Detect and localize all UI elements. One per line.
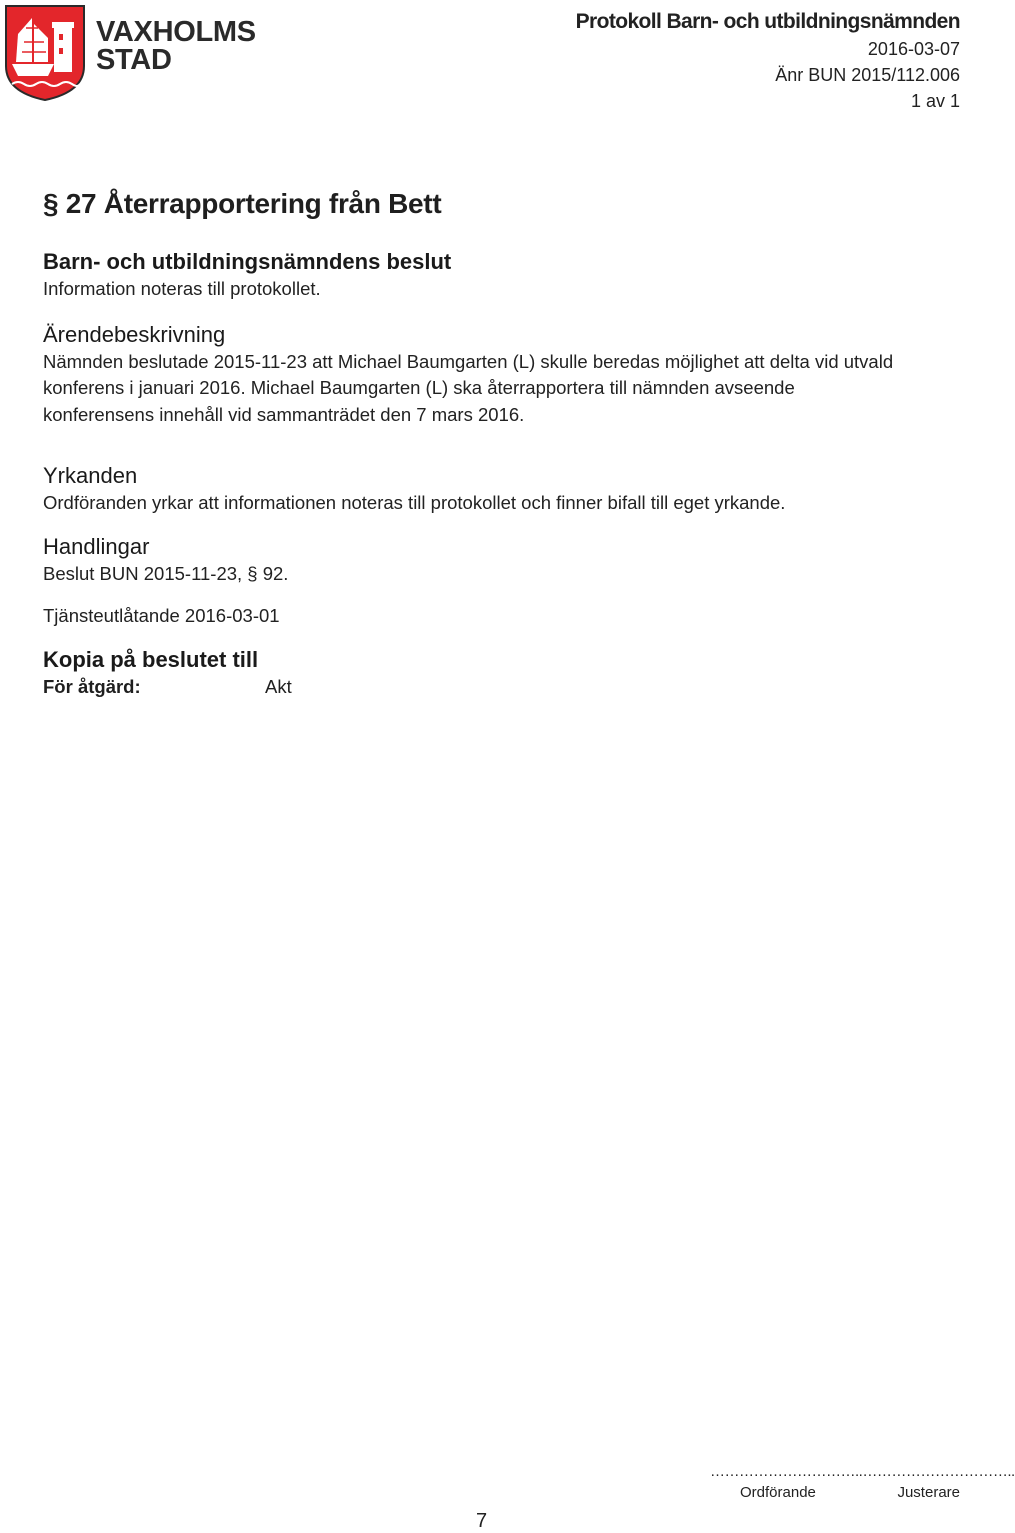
chair-signature-line: ………………………….. bbox=[710, 1463, 863, 1480]
signature-area bbox=[710, 1462, 1015, 1504]
description-line: konferensens innehåll vid sammanträdet den 7 mars 2016. bbox=[43, 403, 525, 425]
decision-heading: Barn- och utbildningsnämndens beslut bbox=[43, 249, 452, 274]
document-item: Tjänsteutlåtande 2016-03-01 bbox=[43, 605, 280, 626]
action-label: För åtgärd: bbox=[43, 675, 141, 697]
document-item: Beslut BUN 2015-11-23, § 92. bbox=[43, 562, 289, 584]
chair-label: Ordförande bbox=[740, 1484, 816, 1501]
section-title: § 27 Återrapportering från Bett bbox=[43, 188, 442, 219]
copy-heading: Kopia på beslutet till bbox=[43, 646, 259, 672]
logo-wordmark bbox=[96, 18, 256, 74]
page-count: 1 av 1 bbox=[910, 91, 960, 111]
coat-of-arms-icon bbox=[4, 4, 86, 102]
signature-lines bbox=[710, 1462, 1015, 1482]
proposals-heading: Yrkanden bbox=[43, 463, 138, 488]
document-title: Protokoll Barn- och utbildningsnämnden bbox=[575, 10, 960, 33]
description-line: konferens i januari 2016. Michael Baumgarten (L) ska återrapportera till nämnden avseende bbox=[43, 377, 795, 398]
meeting-date: 2016-03-07 bbox=[867, 39, 960, 59]
signature-labels bbox=[710, 1482, 960, 1504]
logo-line-2: STAD bbox=[96, 44, 172, 76]
adjuster-signature-line: ………………………….. bbox=[862, 1463, 1015, 1480]
logo-line-1: VAXHOLMS bbox=[96, 16, 256, 48]
municipality-logo bbox=[4, 4, 264, 104]
decision-text: Information noteras till protokollet. bbox=[43, 278, 321, 299]
proposals-text: Ordföranden yrkar att informationen noteras till protokollet och finner bifall till eget yrkande. bbox=[43, 492, 786, 513]
adjuster-label: Justerare bbox=[897, 1484, 960, 1501]
case-number: Änr BUN 2015/112.006 bbox=[775, 65, 960, 85]
documents-heading: Handlingar bbox=[43, 533, 150, 559]
protocol-section bbox=[43, 186, 960, 700]
action-value: Akt bbox=[265, 675, 292, 697]
page-number: 7 bbox=[476, 1510, 488, 1532]
description-text bbox=[43, 349, 960, 429]
description-heading: Ärendebeskrivning bbox=[43, 321, 226, 347]
action-row bbox=[43, 674, 960, 700]
description-line: Nämnden beslutade 2015-11-23 att Michael Baumgarten (L) skulle beredas möjlighet att delta vid utvald bbox=[43, 350, 894, 372]
document-header bbox=[576, 8, 960, 114]
